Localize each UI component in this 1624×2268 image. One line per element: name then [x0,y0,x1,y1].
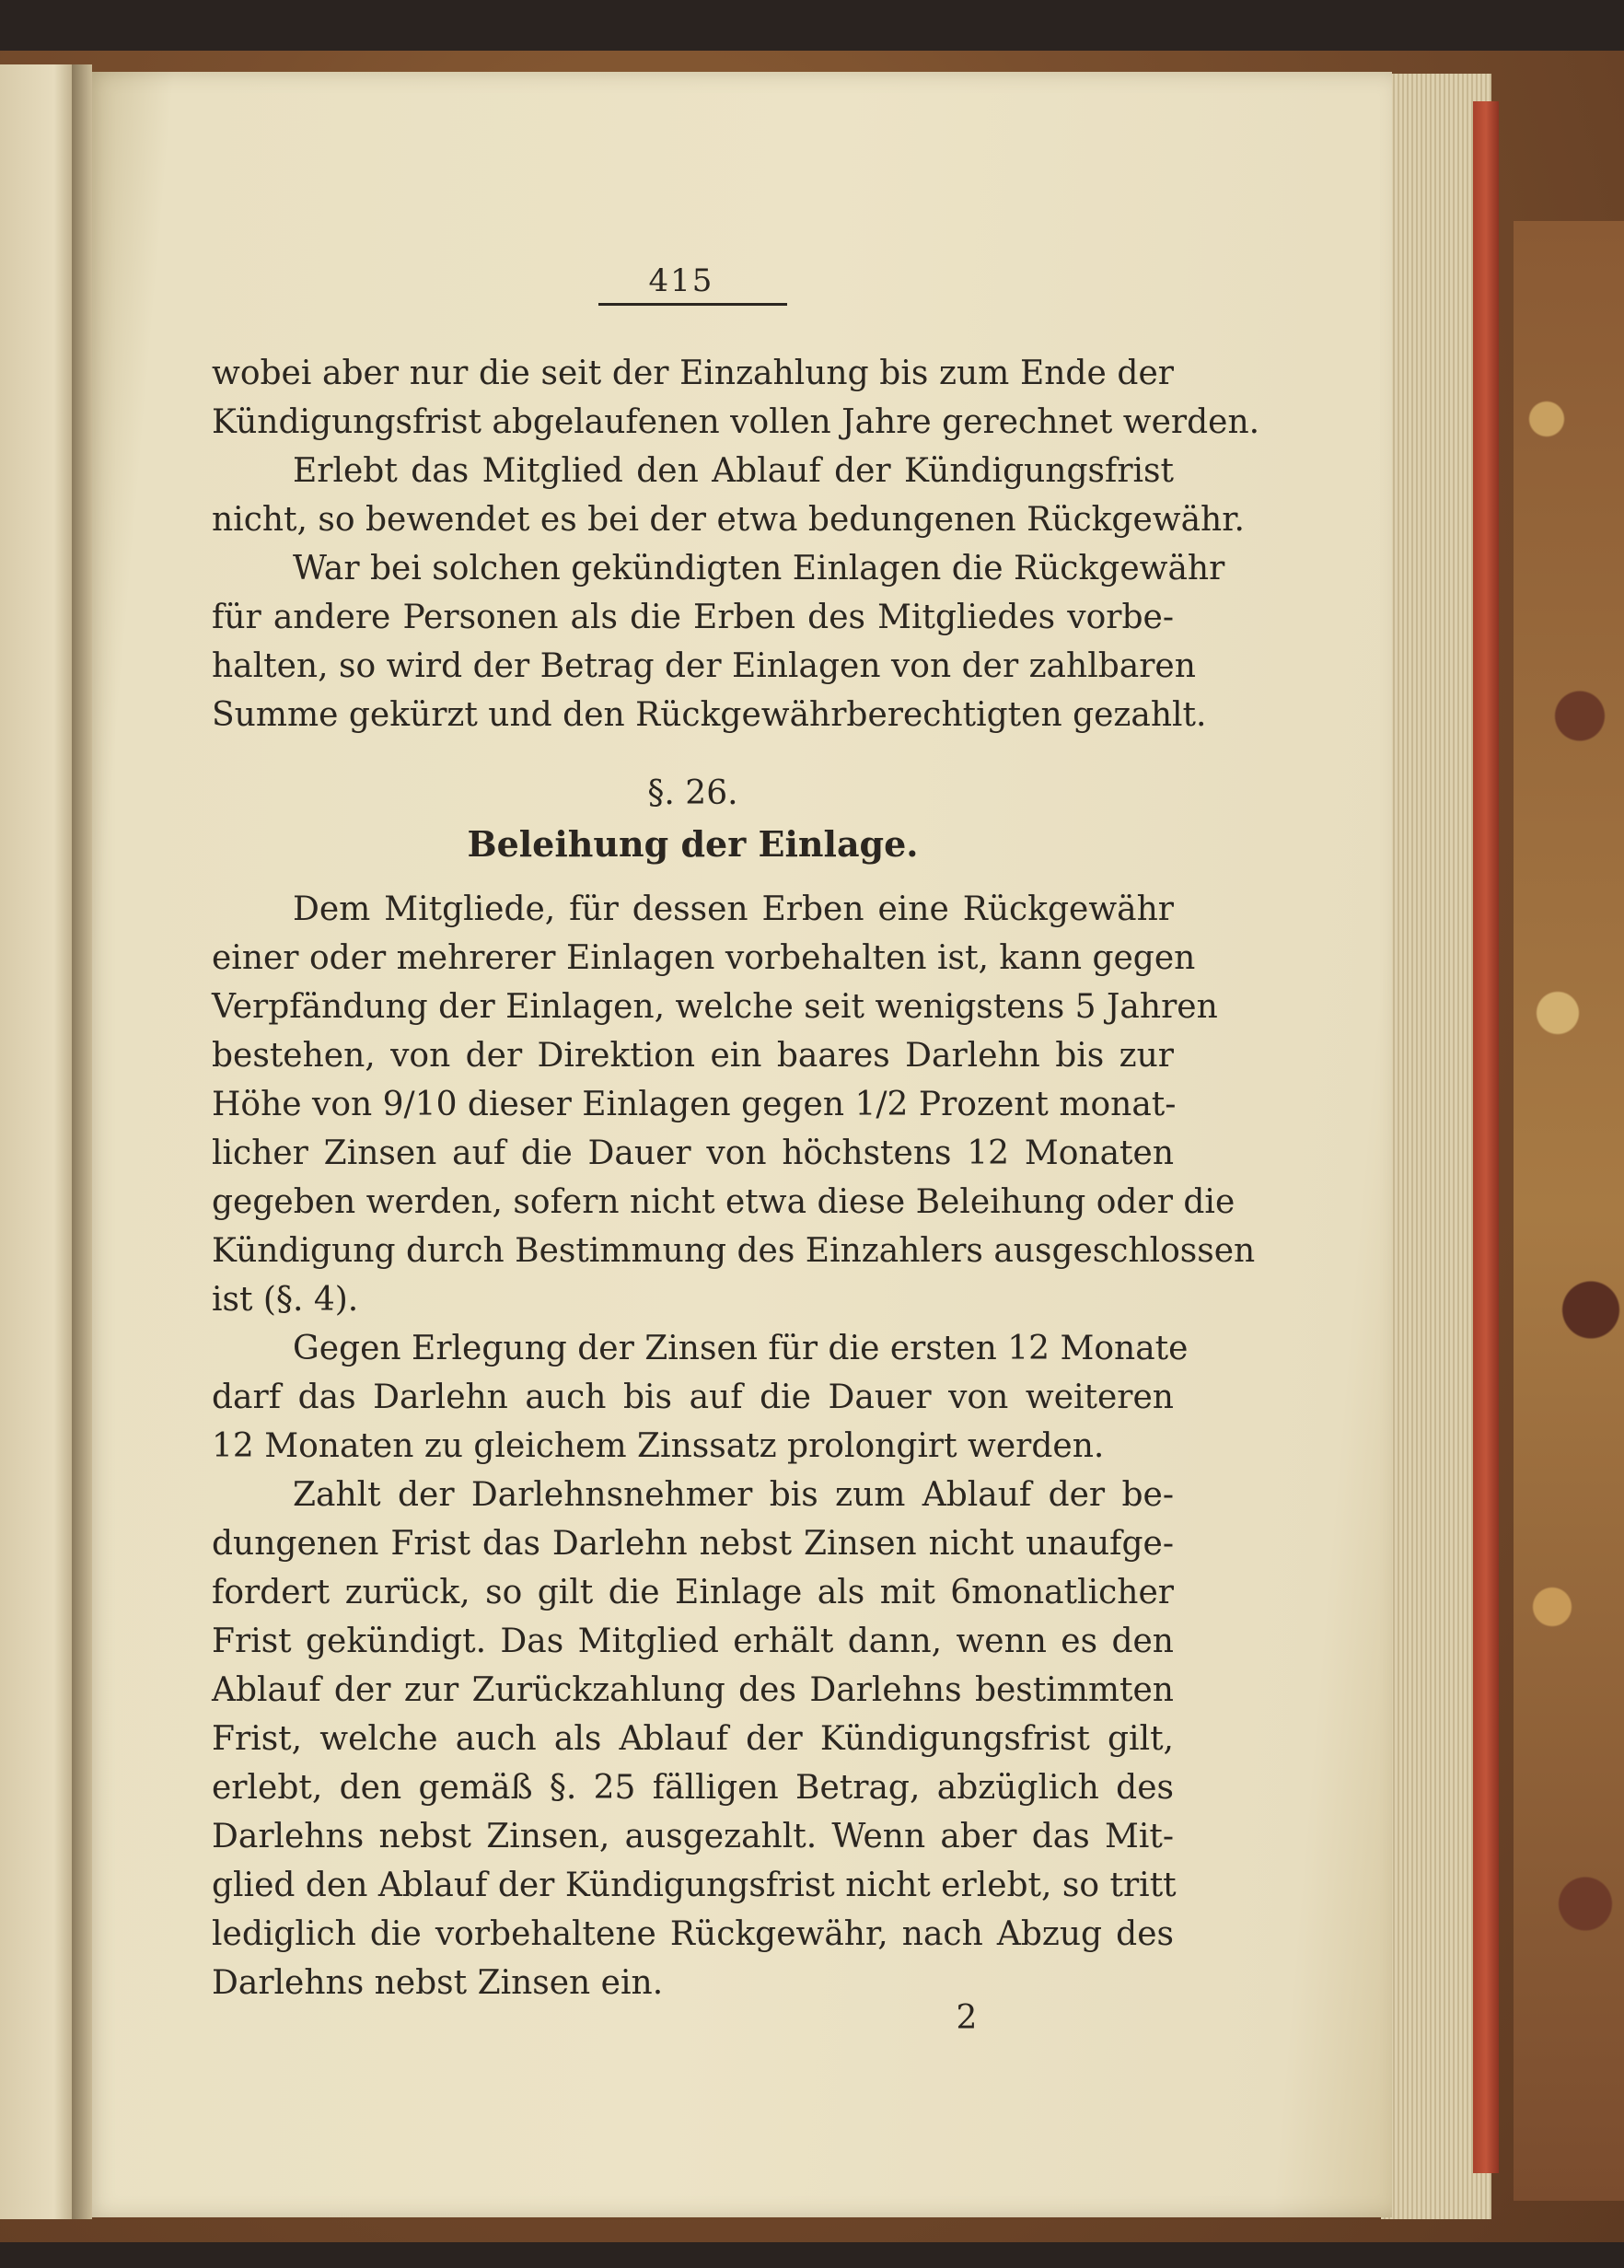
text-line: Erlebt das Mitglied den Ablauf der Kündigungsfrist [293,452,1174,490]
text-line: darf das Darlehn auch bis auf die Dauer von weiteren [212,1378,1174,1416]
text-line: erlebt, den gemäß §. 25 fälligen Betrag, abzüglich des [212,1769,1174,1807]
book-gutter [72,64,92,2219]
text-line: Kündigung durch Bestimmung des Einzahlers ausgeschlossen [212,1232,1256,1270]
section-title: Beleihung der Einlage. [467,823,919,865]
left-page-edge [0,64,77,2219]
text-line: licher Zinsen auf die Dauer von höchstens 12 Monaten [212,1134,1174,1172]
text-line: Ablauf der zur Zurückzahlung des Darlehns bestimmten [212,1671,1174,1709]
text-line: Frist gekündigt. Das Mitglied erhält dann, wenn es den [212,1622,1174,1660]
text-line: Höhe von 9/10 dieser Einlagen gegen 1/2 Prozent monat- [212,1086,1177,1123]
red-page-edge [1473,101,1499,2173]
text-line: Kündigungsfrist abgelaufenen vollen Jahre gerechnet werden. [212,403,1260,441]
text-line: Verpfändung der Einlagen, welche seit wenigstens 5 Jahren [212,988,1218,1026]
text-line: wobei aber nur die seit der Einzahlung bis zum Ende der [212,355,1174,392]
text-line: 12 Monaten zu gleichem Zinssatz prolongirt werden. [212,1427,1105,1465]
marbled-cover-edge [1514,221,1624,2201]
text-line: Dem Mitgliede, für dessen Erben eine Rückgewähr [293,890,1174,928]
text-line: War bei solchen gekündigten Einlagen die Rückgewähr [293,550,1225,587]
text-line: fordert zurück, so gilt die Einlage als mit 6monatlicher [212,1574,1174,1611]
text-line: Darlehns nebst Zinsen, ausgezahlt. Wenn aber das Mit- [212,1818,1174,1855]
text-line: einer oder mehrerer Einlagen vorbehalten ist, kann gegen [212,939,1196,977]
text-line: gegeben werden, sofern nicht etwa diese Beleihung oder die [212,1183,1235,1221]
text-line: dungenen Frist das Darlehn nebst Zinsen nicht unaufge- [212,1525,1174,1563]
text-line: ist (§. 4). [212,1281,359,1319]
page-number-rule [598,303,787,306]
text-line: Frist, welche auch als Ablauf der Kündigungsfrist gilt, [212,1720,1174,1758]
text-line: nicht, so bewendet es bei der etwa bedungenen Rückgewähr. [212,501,1245,539]
text-line: Darlehns nebst Zinsen ein. [212,1964,664,2002]
text-line: halten, so wird der Betrag der Einlagen von der zahlbaren [212,647,1196,685]
text-line: für andere Personen als die Erben des Mitgliedes vorbe- [212,599,1174,636]
text-line: bestehen, von der Direktion ein baares Darlehn bis zur [212,1037,1174,1075]
text-line: lediglich die vorbehaltene Rückgewähr, nach Abzug des [212,1915,1174,1953]
signature-mark: 2 [956,1999,978,2037]
text-line: Zahlt der Darlehnsnehmer bis zum Ablauf der be- [293,1476,1174,1514]
page-number: 415 [648,262,714,299]
section-number: §. 26. [647,774,738,812]
text-line: glied den Ablauf der Kündigungsfrist nicht erlebt, so tritt [212,1867,1177,1904]
text-line: Summe gekürzt und den Rückgewährberechtigten gezahlt. [212,696,1207,734]
text-line: Gegen Erlegung der Zinsen für die ersten 12 Monate [293,1330,1189,1367]
